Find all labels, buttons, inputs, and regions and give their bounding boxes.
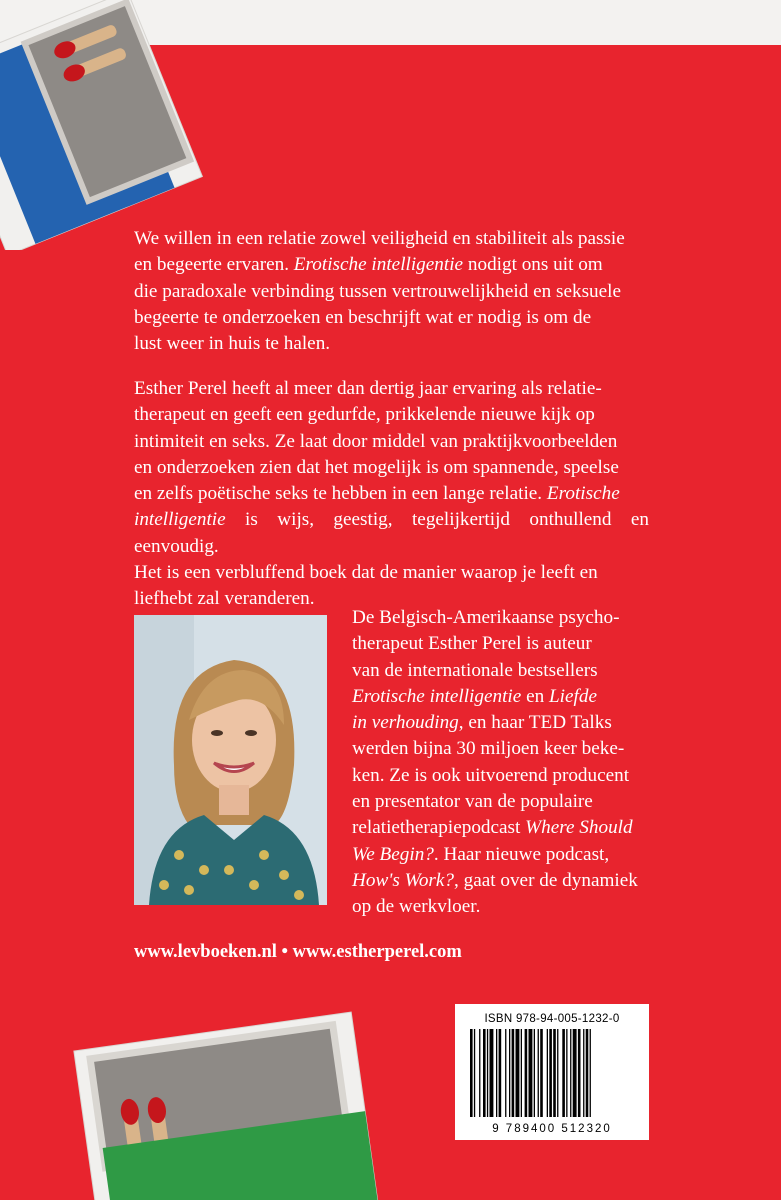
description-line: en zelfs poëtische seks te hebben in een lange relatie. Erotische: [134, 483, 620, 505]
matchbox-bottom-illustration: [60, 1010, 390, 1200]
bio-line: Erotische intelligentie en Liefde: [352, 685, 597, 707]
description-line: Het is een verbluffend boek dat de manier waarop je leeft en: [134, 562, 598, 584]
description-line: therapeut en geeft een gedurfde, prikkelende nieuwe kijk op: [134, 404, 595, 426]
bio-line: van de internationale bestsellers: [352, 659, 598, 681]
intro-line: begeerte te onderzoeken en beschrijft wat er nodig is om de: [134, 306, 592, 328]
description-paragraph: [134, 376, 649, 613]
barcode-bars: [470, 1029, 634, 1117]
description-line: liefhebt zal veranderen.: [134, 588, 315, 610]
author-photo: [134, 615, 327, 905]
bio-line: relatietherapiepodcast Where Should: [352, 817, 633, 839]
bio-line: ken. Ze is ook uitvoerend producent: [352, 764, 630, 786]
intro-line: lust weer in huis te halen.: [134, 333, 331, 355]
bio-line: werden bijna 30 miljoen keer beke-: [352, 738, 625, 760]
description-line: Esther Perel heeft al meer dan dertig jaar ervaring als relatie-: [134, 378, 602, 399]
matchbox-top-illustration: [0, 0, 215, 250]
website-links: www.levboeken.nl • www.estherperel.com: [134, 942, 462, 962]
intro-paragraph: [134, 226, 649, 357]
intro-line: We willen in een relatie zowel veiligheid en stabiliteit als passie: [134, 228, 625, 249]
bio-line: en presentator van de populaire: [352, 791, 593, 813]
isbn-label: ISBN 978-94-005-1232-0: [484, 1013, 620, 1025]
bio-line: We Begin?. Haar nieuwe podcast,: [352, 843, 610, 865]
author-bio: [352, 605, 649, 921]
intro-line: en begeerte ervaren. Erotische intelligentie nodigt ons uit om: [134, 254, 603, 276]
description-line: en onderzoeken zien dat het mogelijk is om spannende, speelse: [134, 456, 619, 478]
bio-line: in verhouding, en haar TED Talks: [352, 712, 612, 734]
barcode: [455, 1004, 649, 1140]
bio-line: op de werkvloer.: [352, 896, 481, 918]
isbn-number: 9 789400 512320: [492, 1123, 612, 1135]
bio-line: therapeut Esther Perel is auteur: [352, 633, 592, 655]
description-line: intimiteit en seks. Ze laat door middel van praktijkvoorbeelden: [134, 430, 618, 452]
bio-line: De Belgisch-Amerikaanse psycho-: [352, 607, 620, 628]
bio-line: How's Work?, gaat over de dynamiek: [352, 869, 638, 891]
description-line: intelligentie is wijs, geestig, tegelijkertijd onthullend en eenvoudig.: [134, 509, 649, 557]
intro-line: die paradoxale verbinding tussen vertrouwelijkheid en seksuele: [134, 280, 621, 302]
